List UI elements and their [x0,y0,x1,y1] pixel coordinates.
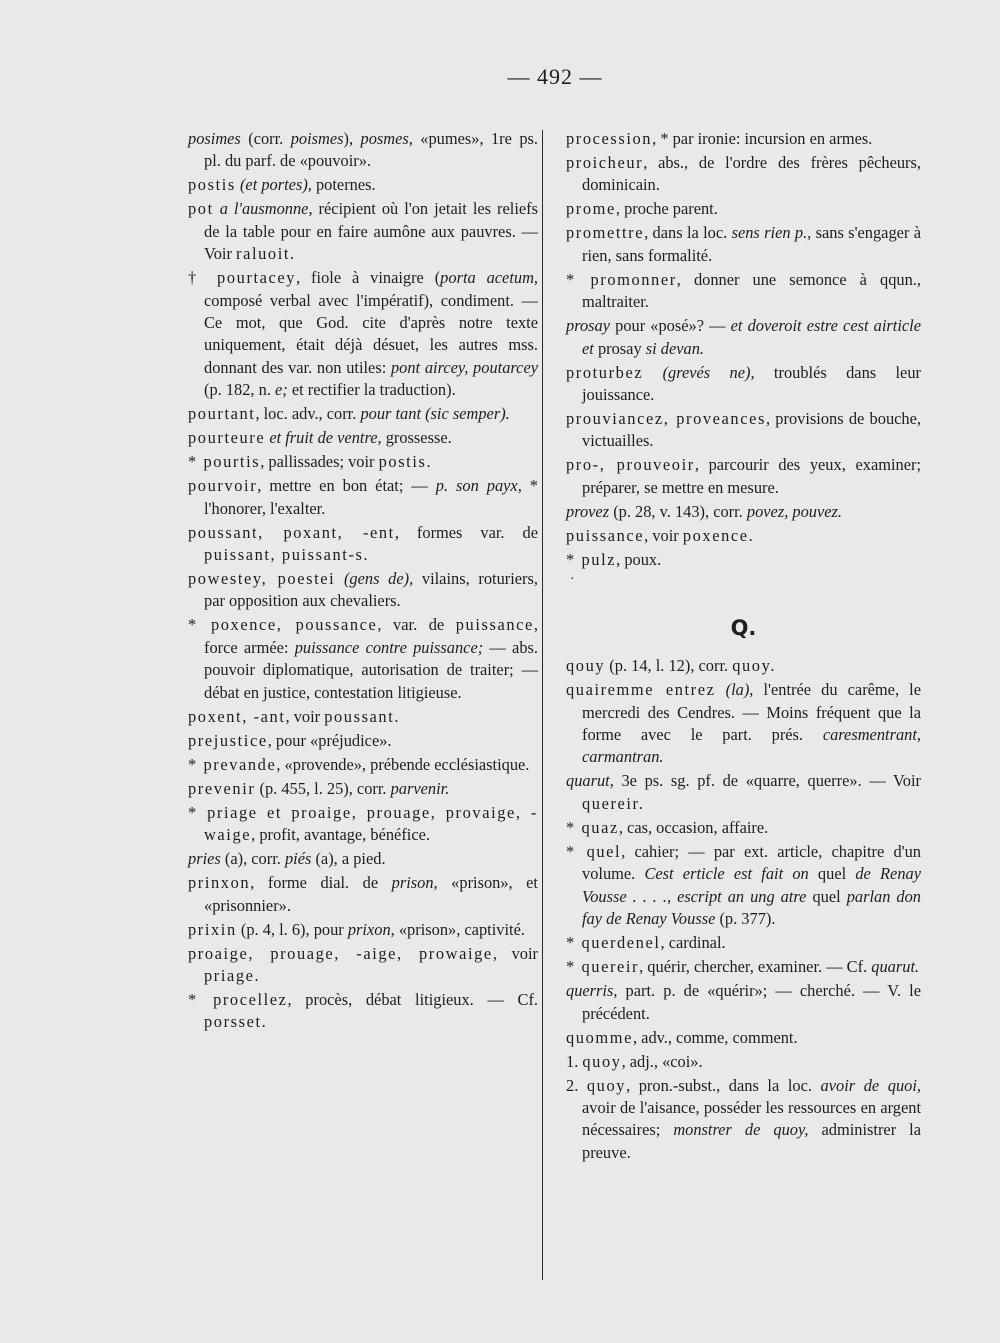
italic-text: p. son payx, [435,476,522,496]
entry-text: , voir [492,943,538,963]
italic-text: pont aircey, poutarcey [390,357,538,377]
headword: prevenir [188,778,256,798]
headword: puissant, puissant-s. [204,545,370,565]
entry-text: troublés dans leur jouissance. [582,362,921,405]
italic-text: pour tant (sic semper). [360,404,510,424]
headword: * quaz [566,817,619,837]
dictionary-entry [188,451,538,473]
entry-text: quel [806,886,847,906]
italic-text: pries [188,849,221,869]
entry-text: , cardinal. [660,933,726,953]
entry-text: , voir [644,525,683,545]
entry-text: quel [808,864,856,884]
entry-text: , * par ironie: incursion en armes. [652,129,873,148]
entry-text: — abs. pouvoir diplomatique, autorisation de traiter; — débat en justice, contestation litigieuse. [204,637,538,702]
entry-text: , poux. [616,549,662,569]
italic-text: et fruit de ventre, [269,428,382,448]
italic-text: avoir de quoi, [820,1075,922,1095]
entry-text: , adj., «coi». [621,1051,703,1071]
headword: * poxence, poussance [188,615,378,635]
stray-mark: · [570,571,575,587]
entry-text: , profit, avantage, bénéfice. [251,825,430,845]
entry-text: administrer la preuve. [582,1120,922,1162]
dictionary-entry [566,198,921,220]
dictionary-entry [566,1051,921,1073]
dictionary-entry [566,501,921,523]
left-column [188,128,538,1035]
headword: proturbez [566,362,644,382]
entry-text: pour «posé»? — [610,316,731,336]
italic-text: quarut. [871,957,920,977]
entry-text: , cas, occasion, affaire. [618,817,769,837]
entry-text: (p. 14, l. 12), corr. [605,656,733,676]
headword: pro-, prouveoir [566,455,695,475]
headword: quereir. [582,793,645,813]
headword: pourvoir [188,476,258,496]
entry-text: , donner une semonce à qqun., maltraiter. [582,269,921,312]
entry-text: , loc. adv., corr. [255,404,361,424]
headword: priage. [204,965,261,985]
italic-text: quarut, [566,771,614,791]
entry-text: , mettre en bon état; — [257,476,436,496]
entry-text: , forme dial. de [250,873,392,893]
headword: * quereir [566,957,640,977]
italic-text: prison, [391,873,438,893]
dictionary-entry [188,427,538,449]
italic-text: porta acetum, [440,268,538,288]
dictionary-entry [188,128,538,173]
entry-text: poternes. [311,175,376,195]
dictionary-entry [188,754,538,776]
dictionary-entry [188,403,538,425]
headword: proaige, prouage, -aige, prowaige [188,943,493,963]
dictionary-entry [188,267,538,401]
headword: poussant. [324,706,401,726]
italic-text: (la), [725,680,754,700]
entry-text: vilains, roturiers, par opposition aux chevaliers. [204,569,538,611]
dictionary-entry [566,1075,921,1165]
italic-text: sens rien p., [731,223,812,243]
headword: * pourtis [188,452,261,472]
headword: quoy [582,1051,622,1071]
italic-text: Cest erticle est fait on [644,864,809,884]
headword: promettre [566,223,645,243]
entry-text: (a), corr. [220,849,285,869]
dictionary-entry [566,817,921,839]
italic-text: provez [566,501,610,521]
entry-text: , dans la loc. [644,223,732,243]
italic-text: monstrer de quoy, [673,1120,809,1140]
entry-text [335,569,344,588]
italic-text: posmes, [360,129,413,148]
dictionary-entry [566,980,921,1025]
entry-text: avoir de l'aisance, posséder les ressources en argent nécessaires; [582,1097,921,1140]
entry-text: (a), a pied. [311,849,386,869]
entry-text: , var. de [377,615,456,635]
dictionary-entry [188,919,538,941]
entry-text: , procès, débat litigieux. — Cf. [287,989,538,1009]
italic-text: de Renay Vousse . . . ., escript an ung atre [582,864,921,906]
dictionary-entry [566,655,921,677]
entry-text: 1. [566,1051,583,1071]
dictionary-entry [188,943,538,988]
entry-text: 2. [566,1075,587,1095]
entry-text: , force armée: [204,615,538,657]
right-column-bottom [566,655,921,1164]
headword: pourteure [188,428,266,448]
entry-text: «prison», captivité. [394,919,525,939]
right-column [566,128,921,1166]
entry-text: composé verbal avec l'impératif), condiment. — Ce mot, que God. cite d'après notre texte uniquement, était déjà désuet, les autres mss. donnant des var. non utiles: [204,290,538,377]
dictionary-entry [566,770,921,815]
entry-text: «prison», et «prisonnier». [204,873,538,915]
dictionary-entry [188,778,538,800]
dictionary-entry [566,269,921,314]
dictionary-entry [566,454,921,499]
italic-text: parlan don fay de Renay Vousse [582,886,921,929]
headword: quoy. [732,656,777,676]
entry-text: , cahier; — par ext. article, chapitre d'un volume. [582,841,921,884]
headword: pot [188,199,214,219]
column-divider [542,130,543,1280]
section-heading-q: Q. [730,615,757,640]
headword: quomme [566,1027,633,1047]
dictionary-entry [566,932,921,954]
italic-text: puissance contre puissance; [294,637,484,657]
headword: * querdenel [566,933,661,953]
entry-text: , proche parent. [615,199,718,219]
headword: prixin [188,919,237,939]
entry-text: , pallissades; voir [260,452,379,472]
italic-text: (gens de), [343,569,414,589]
italic-text: posimes [188,129,241,148]
right-column-top [566,128,921,571]
dictionary-entry [188,568,538,613]
dictionary-entry [188,174,538,196]
dictionary-entry [566,315,921,360]
italic-text: parvenir. [390,778,450,798]
headword: postis [188,175,236,195]
entry-text: (p. 28, v. 143), corr. [609,501,747,521]
dictionary-entry [566,408,921,453]
entry-text: , formes var. de [394,522,538,542]
italic-text: povez, pouvez. [746,501,843,521]
italic-text: a l'ausmonne, [219,199,313,219]
dictionary-entry [188,475,538,520]
dictionary-entry [188,706,538,728]
headword: * priage et proaige, prouage, provaige, -waige [188,802,538,845]
dictionary-entry [188,872,538,917]
dictionary-entry [566,956,921,978]
headword: prinxon [188,873,251,893]
entry-text: «pumes», 1re ps. pl. du parf. de «pouvoir». [204,129,539,171]
headword: poxence. [682,525,755,545]
entry-text: , pour «préjudice». [267,730,392,750]
headword: puissance [566,525,645,545]
dictionary-entry [566,152,921,197]
headword: † pourtacey [188,268,297,288]
dictionary-entry [566,222,921,267]
italic-text: prosay [566,316,611,336]
entry-text: et rectifier la traduction). [287,380,456,400]
italic-text: prixon, [347,919,395,939]
dictionary-entry [188,198,538,265]
dictionary-entry [188,522,538,567]
headword: prouviancez, proveances [566,409,766,429]
headword: quairemme entrez [566,680,716,700]
page-number: — 492 — [507,64,603,89]
entry-text [715,680,725,699]
headword: * prevande [188,754,277,774]
entry-text: , fiole à vinaigre ( [296,268,441,288]
headword: raluoit. [236,244,296,264]
headword: * quel [566,841,622,861]
italic-text: e; [275,380,288,400]
dictionary-entry [566,362,921,407]
dictionary-entry [566,525,921,547]
italic-text: (et portes), [239,175,312,195]
entry-text: , pron.-subst., dans la loc. [626,1075,821,1095]
headword: qouy [566,656,606,676]
entry-text: ), [343,129,361,148]
headword: * promonner [566,269,677,289]
dictionary-entry [566,128,921,150]
headword: poxent, -ant [188,706,286,726]
entry-text: , adv., comme, comment. [632,1027,798,1047]
entry-text: 3e ps. sg. pf. de «quarre, querre». — Voir [613,771,921,791]
italic-text: et doveroit estre cest airticle et [582,316,921,358]
headword: * pulz [566,549,617,569]
headword: postis. [378,452,433,472]
dictionary-entry [566,549,921,571]
dictionary-entry [188,989,538,1034]
entry-text: (corr. [240,129,291,148]
entry-text: , «provende», prébende ecclésiastique. [276,754,530,774]
dictionary-entry [188,730,538,752]
entry-text: , parcourir des yeux, examiner; préparer, se mettre en mesure. [582,455,922,497]
italic-text: si devan. [645,338,705,358]
headword: procession [566,129,653,148]
entry-text: l'entrée du carême, le mercredi des Cendres. — Moins fréquent que la forme avec le part. prés. [582,680,921,745]
italic-text: poismes [290,129,344,148]
dictionary-entry [188,802,538,847]
headword: quoy [586,1075,627,1095]
headword: poussant, poxant, -ent [188,522,395,542]
headword: porsset. [204,1012,268,1032]
headword: * procellez [188,989,288,1009]
dictionary-entry [566,679,921,769]
headword: powestey, poestei [188,569,336,589]
entry-text: (p. 182, n. [204,380,276,400]
headword: prome [566,199,616,219]
entry-text [643,363,662,382]
dictionary-entry [566,841,921,931]
headword: prejustice [188,730,268,750]
italic-text: (grevés ne), [662,362,755,382]
headword: proicheur [566,153,644,172]
entry-text: , quérir, chercher, examiner. — Cf. [639,957,872,977]
entry-text: (p. 455, l. 25), corr. [255,778,391,798]
dictionary-entry [188,614,538,704]
entry-text: , provisions de bouche, victuailles. [582,409,921,451]
entry-text: * l'honorer, l'exalter. [204,476,538,518]
entry-text: part. p. de «quérir»; — cherché. — V. le précédent. [582,981,921,1023]
entry-text: , abs., de l'ordre des frères pêcheurs, dominicain. [582,153,921,195]
entry-text: , voir [285,706,325,726]
entry-text: (p. 4, l. 6), pour [236,919,348,939]
entry-text: prosay [593,338,646,358]
headword: puissance [455,615,534,635]
entry-text: récipient où l'on jetait les reliefs de la table pour en faire aumône aux pauvres. — Voir [204,199,538,264]
headword: pourtant [188,404,256,424]
dictionary-entry [566,1027,921,1049]
entry-text: grossesse. [381,428,452,448]
italic-text: caresmentrant, carmantran. [582,725,921,767]
italic-text: piés [284,849,312,869]
entry-text: (p. 377). [715,909,776,929]
entry-text: sans s'engager à rien, sans formalité. [582,223,922,265]
italic-text: querris, [566,981,618,1001]
dictionary-entry [188,848,538,870]
